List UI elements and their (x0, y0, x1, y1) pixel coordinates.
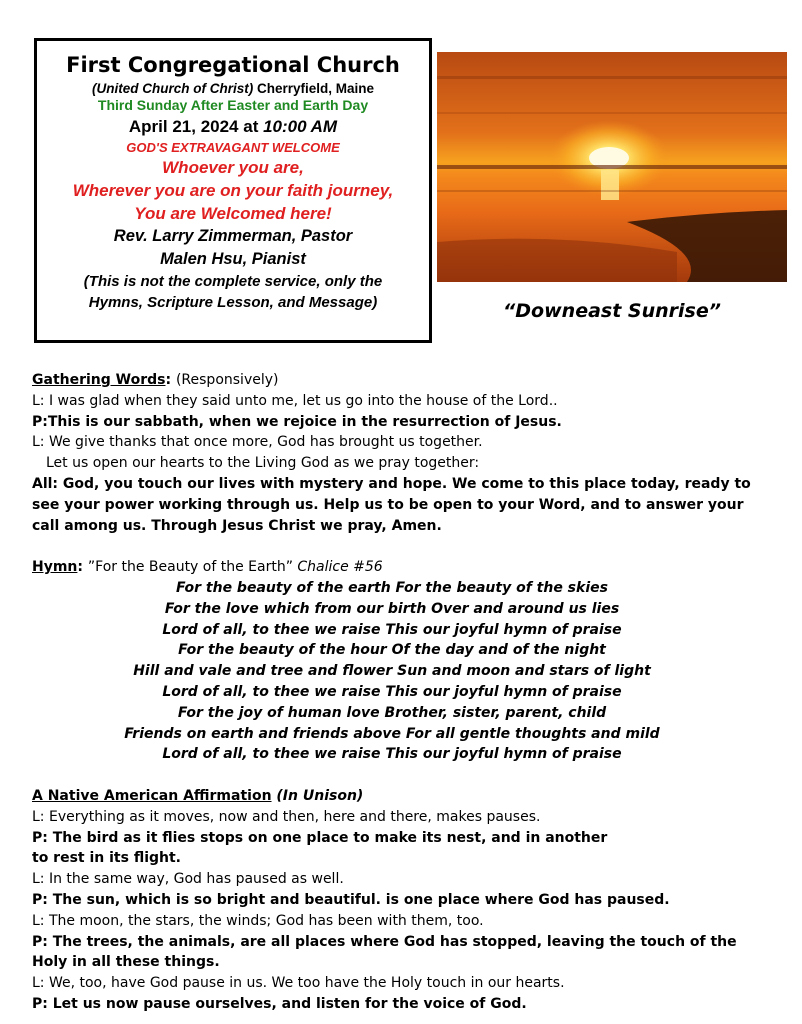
hymn-line: For the beauty of the earth For the beauty of the skies (176, 579, 608, 596)
service-date-line (37, 117, 429, 138)
welcome-line-3: You are Welcomed here! (134, 203, 332, 223)
service-occasion: Third Sunday After Easter and Earth Day (97, 97, 369, 114)
spacer (32, 536, 772, 557)
church-affiliation-line (37, 81, 429, 97)
hymn-heading: Hymn (32, 559, 78, 576)
affirmation-line-3: to rest in its flight. (32, 850, 181, 867)
affirmation-heading-line (32, 786, 772, 807)
welcome-line-1: Whoever you are, (162, 157, 304, 177)
affirmation-line-5: P: The sun, which is so bright and beautiful. is one place where God has paused. (32, 891, 670, 908)
pastor-name: Rev. Larry Zimmerman, Pastor (113, 227, 353, 246)
service-theme: GOD'S EXTRAVAGANT WELCOME (126, 139, 340, 155)
gathering-heading-colon: : (165, 372, 176, 388)
pianist-name: Malen Hsu, Pianist (160, 250, 306, 269)
hymn-line: Lord of all, to thee we raise This our joyful hymn of praise (162, 683, 622, 700)
affirmation-line-1: L: Everything as it moves, now and then, here and there, makes pauses. (32, 808, 541, 825)
affirmation-line-6: L: The moon, the stars, the winds; God has been with them, too. (32, 912, 484, 929)
hymn-source: Chalice #56 (297, 559, 383, 576)
welcome-line-2: Wherever you are on your faith journey, (72, 180, 394, 200)
affirmation-line-7: P: The trees, the animals, are all places where God has stopped, leaving the touch of the Holy in all these things. (32, 933, 737, 971)
affirmation-line-4: L: In the same way, God has paused as well. (32, 871, 344, 888)
hymn-line: For the beauty of the hour Of the day and of the night (178, 642, 606, 659)
hymn-title: ”For the Beauty of the Earth” (87, 559, 298, 576)
gathering-heading-line (32, 370, 772, 391)
hymn-line: Friends on earth and friends above For all gentle thoughts and mild (124, 725, 660, 742)
service-note-2: Hymns, Scripture Lesson, and Message) (88, 293, 378, 311)
hymn-line: For the joy of human love Brother, sister, parent, child (177, 704, 607, 721)
affirmation-line-8: L: We, too, have God pause in us. We too have the Holy touch in our hearts. (32, 975, 565, 992)
hymn-line: Lord of all, to thee we raise This our joyful hymn of praise (162, 621, 622, 638)
hymn-heading-line (32, 557, 772, 578)
hymn-lyrics (32, 578, 772, 765)
affirmation-line-2: P: The bird as it flies stops on one place to make its nest, and in another (32, 829, 608, 846)
bulletin-content (32, 370, 772, 1015)
gathering-line-1: L: I was glad when they said unto me, let us go into the house of the Lord.. (32, 392, 558, 409)
affirmation-line-9: P: Let us now pause ourselves, and listen for the voice of God. (32, 995, 527, 1012)
sunrise-photo-art (437, 52, 787, 282)
gathering-prayer: All: God, you touch our lives with mystery and hope. We come to this place today, ready to see your power working through us. Help us to be open to your Word, and to answer your call among us. Through Jesus Christ we pray, Amen. (32, 475, 751, 534)
affirmation-heading: A Native American Affirmation (32, 787, 272, 804)
denomination: (United Church of Christ) (91, 80, 254, 96)
service-time: 10:00 AM (263, 117, 338, 137)
service-date: April 21, 2024 at (128, 117, 264, 137)
church-name: First Congregational Church (66, 53, 400, 77)
affirmation-mode: (In Unison) (271, 787, 364, 804)
photo-caption: “Downeast Sunrise” (503, 300, 721, 322)
gathering-line-4: Let us open our hearts to the Living God as we pray together: (46, 455, 480, 472)
hymn-heading-colon: : (77, 559, 88, 576)
church-header-box (34, 38, 432, 343)
gathering-line-3: L: We give thanks that once more, God has brought us together. (32, 434, 483, 451)
hymn-line: For the love which from our birth Over and around us lies (164, 600, 620, 617)
service-note-1: (This is not the complete service, only the (83, 273, 383, 291)
sunrise-photo (437, 52, 787, 282)
hymn-line: Lord of all, to thee we raise This our joyful hymn of praise (162, 746, 622, 763)
gathering-mode: (Responsively) (175, 372, 279, 388)
church-location: Cherryfield, Maine (253, 80, 375, 96)
gathering-line-2: P:This is our sabbath, when we rejoice in the resurrection of Jesus. (32, 413, 562, 430)
gathering-heading: Gathering Words (32, 372, 166, 388)
hymn-line: Hill and vale and tree and flower Sun and moon and stars of light (133, 663, 651, 680)
spacer (32, 765, 772, 786)
